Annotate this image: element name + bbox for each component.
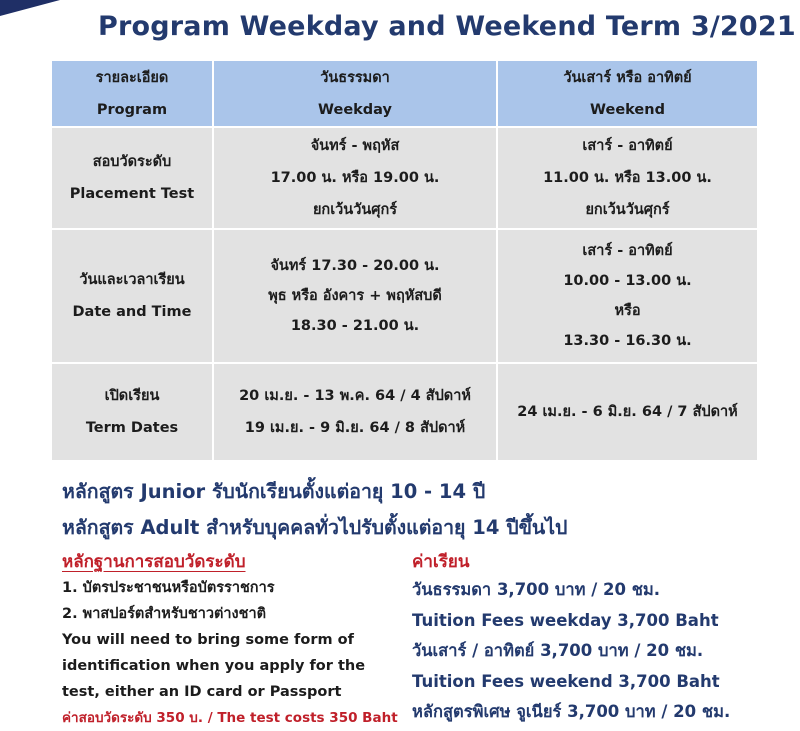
header-weekday-en: Weekday — [318, 101, 392, 118]
header-weekday — [213, 60, 497, 127]
weekend-line: หรือ — [614, 303, 641, 319]
row-label-en: Date and Time — [72, 304, 192, 320]
weekday-cell — [213, 127, 497, 229]
weekend-line: 11.00 น. หรือ 13.00 น. — [543, 170, 712, 186]
evidence-item: 2. พาสปอร์ตสำหรับชาวต่างชาติ — [62, 606, 267, 622]
weekday-line: 20 เม.ย. - 13 พ.ค. 64 / 4 สัปดาห์ — [239, 388, 471, 404]
corner-decoration — [0, 0, 60, 16]
table-row — [51, 127, 758, 229]
header-program-th: รายละเอียด — [95, 69, 169, 86]
weekend-cell — [497, 229, 758, 363]
header-weekend-en: Weekend — [590, 101, 665, 118]
weekday-line: 18.30 - 21.00 น. — [290, 318, 420, 334]
fee-item: Tuition Fees weekend 3,700 Baht — [412, 671, 720, 691]
weekday-line: 19 เม.ย. - 9 มิ.ย. 64 / 8 สัปดาห์ — [244, 420, 466, 436]
weekday-cell — [213, 363, 497, 461]
weekend-line: เสาร์ - อาทิตย์ — [582, 243, 673, 259]
evidence-item: identification when you apply for the — [62, 658, 366, 674]
weekday-line: ยกเว้นวันศุกร์ — [312, 202, 398, 218]
weekend-line: ยกเว้นวันศุกร์ — [585, 202, 670, 218]
fees-section — [412, 549, 792, 728]
table-row — [51, 363, 758, 461]
row-label-en: Term Dates — [85, 420, 179, 436]
fee-item: หลักสูตรพิเศษ จูเนียร์ 3,700 บาท / 20 ชม. — [412, 702, 731, 721]
header-program-en: Program — [96, 101, 168, 118]
row-label-th: เปิดเรียน — [104, 388, 160, 404]
weekend-line: เสาร์ - อาทิตย์ — [582, 138, 673, 154]
weekend-cell — [497, 127, 758, 229]
fee-item: วันธรรมดา 3,700 บาท / 20 ชม. — [412, 580, 661, 599]
header-weekend — [497, 60, 758, 127]
header-weekday-th: วันธรรมดา — [320, 69, 390, 86]
weekend-line: 13.30 - 16.30 น. — [563, 333, 692, 349]
row-label-en: Placement Test — [69, 186, 195, 202]
table-header-row — [51, 60, 758, 127]
evidence-item: You will need to bring some form of — [62, 632, 354, 648]
header-program — [51, 60, 213, 127]
weekend-line: 24 เม.ย. - 6 มิ.ย. 64 / 7 สัปดาห์ — [517, 404, 738, 420]
weekday-cell — [213, 229, 497, 363]
row-label-th: วันและเวลาเรียน — [79, 272, 185, 288]
evidence-item: test, either an ID card or Passport — [62, 684, 342, 700]
row-label — [51, 127, 213, 229]
header-weekend-th: วันเสาร์ หรือ อาทิตย์ — [563, 69, 692, 86]
weekday-line: จันทร์ - พฤหัส — [310, 138, 400, 154]
fee-item: วันเสาร์ / อาทิตย์ 3,700 บาท / 20 ชม. — [412, 641, 704, 660]
weekday-line: จันทร์ 17.30 - 20.00 น. — [270, 258, 440, 274]
weekend-cell — [497, 363, 758, 461]
page-title: Program Weekday and Weekend Term 3/2021 — [98, 11, 796, 42]
row-label-th: สอบวัดระดับ — [92, 154, 172, 170]
evidence-heading: หลักฐานการสอบวัดระดับ — [62, 552, 246, 572]
fees-heading: ค่าเรียน — [412, 552, 470, 572]
junior-course-note: หลักสูตร Junior รับนักเรียนตั้งแต่อายุ 10 - 14 ปี — [62, 480, 486, 503]
table-row — [51, 229, 758, 363]
row-label — [51, 363, 213, 461]
evidence-item: 1. บัตรประชาชนหรือบัตรราชการ — [62, 580, 275, 596]
test-fee-note: ค่าสอบวัดระดับ 350 บ. / The test costs 350 Baht — [62, 710, 398, 726]
evidence-section — [62, 549, 407, 731]
weekend-line: 10.00 - 13.00 น. — [563, 273, 692, 289]
fee-item: Tuition Fees weekday 3,700 Baht — [412, 610, 719, 630]
weekday-line: พุธ หรือ อังคาร + พฤหัสบดี — [268, 288, 442, 304]
schedule-table — [50, 59, 759, 462]
adult-course-note: หลักสูตร Adult สำหรับบุคคลทั่วไปรับตั้งแต่อายุ 14 ปีขึ้นไป — [62, 516, 568, 539]
row-label — [51, 229, 213, 363]
weekday-line: 17.00 น. หรือ 19.00 น. — [270, 170, 440, 186]
